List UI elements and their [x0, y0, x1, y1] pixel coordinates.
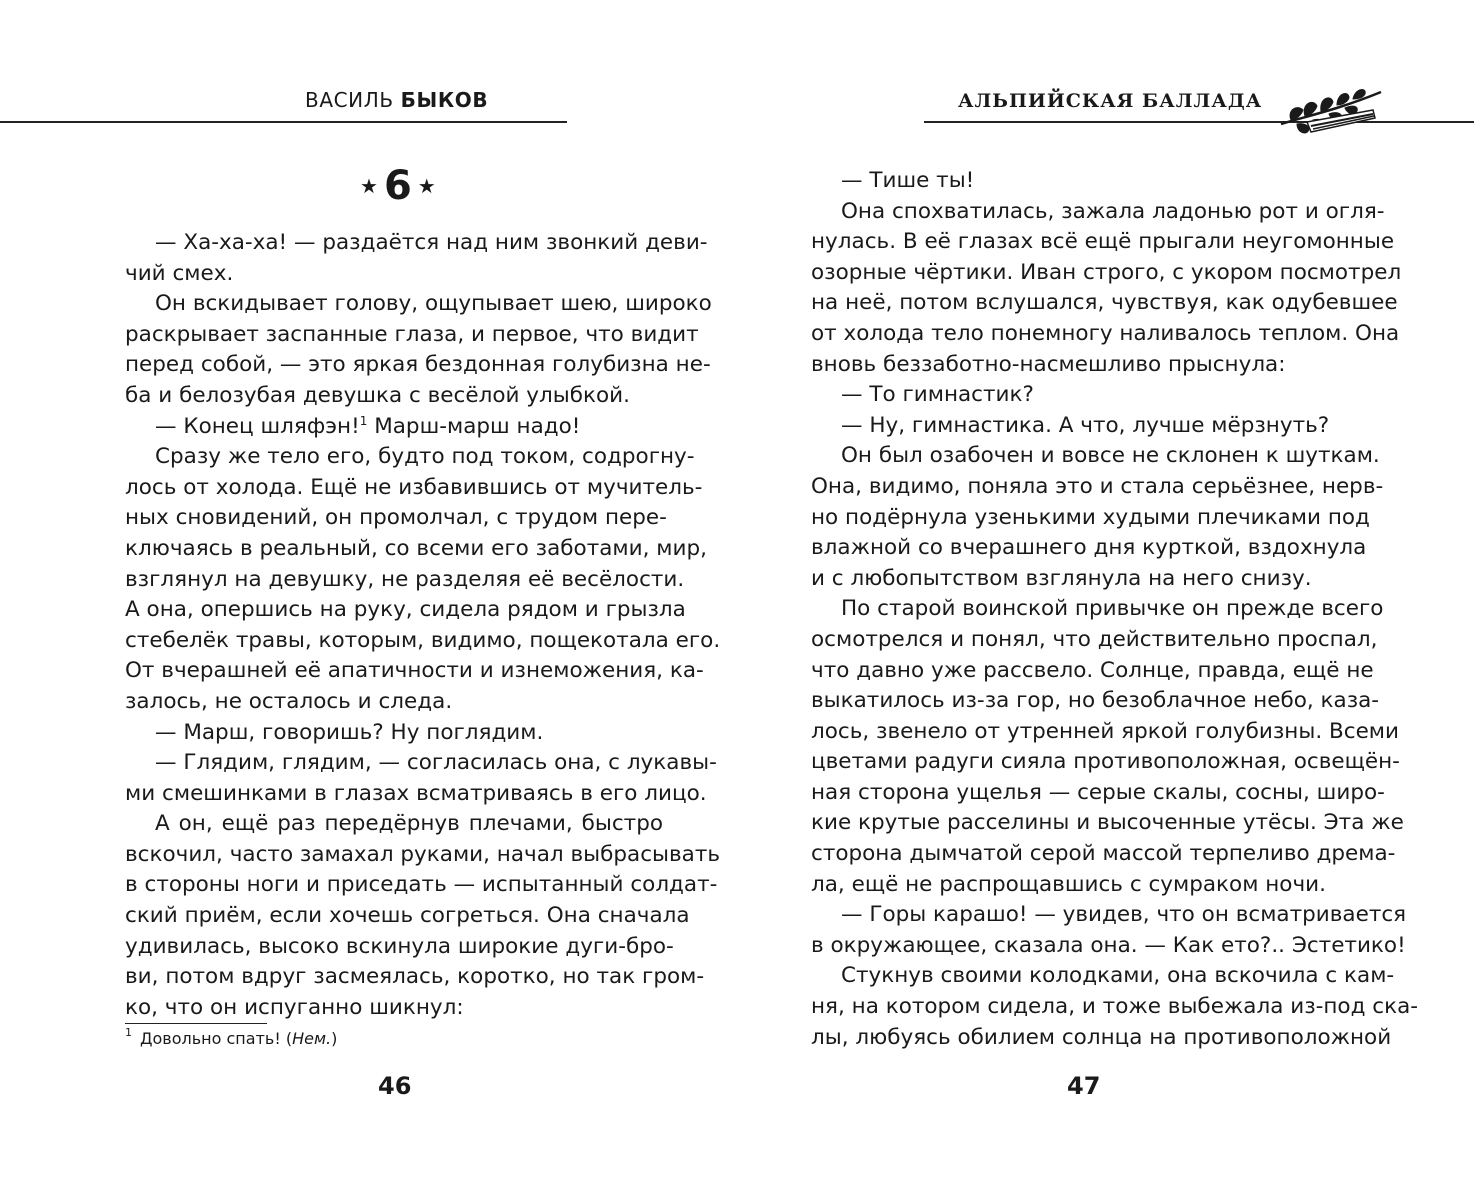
text-line: ла, ещё не распрощавшись с сумраком ночи.: [811, 871, 1326, 897]
text-line: — Ну, гимнастика. А что, лучше мёрзнуть?: [841, 412, 1330, 438]
text-line: вновь беззаботно-насмешливо прыснула:: [811, 351, 1286, 377]
page-number: 47: [1067, 1072, 1101, 1100]
text-line: чий смех.: [125, 260, 234, 286]
right-page: [737, 0, 1474, 1190]
text-line: перед собой, — это яркая бездонная голубизна не-: [125, 352, 711, 378]
header-rule: [0, 121, 567, 123]
text-line: Он был озабочен и вовсе не склонен к шуткам.: [841, 443, 1380, 469]
text-line: [125, 412, 663, 443]
text-line: на неё, потом вслушался, чувствуя, как одубевшее: [811, 290, 1398, 316]
text-line: раскрывает заспанные глаза, и первое, что видит: [125, 321, 699, 347]
text-line: и с любопытством взглянула на него снизу.: [811, 565, 1312, 591]
text-line: в стороны ноги и приседать — испытанный солдат-: [125, 872, 718, 898]
text-line: ми смешинками в глазах всматриваясь в его лицо.: [125, 780, 707, 806]
footnote-text: Довольно спать! (: [140, 1029, 293, 1048]
text-line: нулась. В её глазах всё ещё прыгали неугомонные: [811, 229, 1395, 255]
text-line: кие крутые расселины и высоченные утёсы. Эта же: [811, 810, 1404, 836]
text-line: удивилась, высоко вскинула широкие дуги-бро-: [125, 933, 674, 959]
text-line: цветами радуги сияла противоположная, освещён-: [811, 749, 1400, 775]
text-line: — Глядим, глядим, — согласилась она, с лукавы-: [155, 750, 717, 776]
text-line: озорные чёртики. Иван строго, с укором посмотрел: [811, 259, 1402, 285]
text-line: ви, потом вдруг засмеялась, коротко, но так гром-: [125, 964, 705, 990]
page-number: 46: [378, 1072, 412, 1100]
chapter-heading: [360, 163, 436, 209]
laurel-branch-ribbon-icon: [1277, 80, 1387, 142]
text-line: взглянул на девушку, не разделяя её весёлости.: [125, 566, 685, 592]
body-text: [811, 166, 1419, 1053]
footnote-close: ): [331, 1029, 338, 1048]
text-line: — Марш, говоришь? Ну поглядим.: [155, 719, 544, 745]
footnote: [125, 1026, 338, 1048]
running-head-author: [305, 88, 488, 112]
text-line-end: Марш-марш надо!: [367, 413, 581, 439]
text-line: лось, звенело от утренней яркой голубизны. Всеми: [811, 718, 1399, 744]
chapter-number: 6: [383, 163, 412, 209]
text-line: залось, не осталось и следа.: [125, 688, 453, 714]
text-line: осмотрелся и понял, что действительно проспал,: [811, 626, 1378, 652]
header-rule: [924, 121, 1474, 123]
text-line: ных сновидений, он промолчал, с трудом пере-: [125, 505, 667, 531]
text-line: ная сторона ущелья — серые скалы, сосны, широ-: [811, 779, 1385, 805]
text-line: Она спохватилась, зажала ладонью рот и огля-: [841, 198, 1385, 224]
text-line: — Ха-ха-ха! — раздаётся над ним звонкий деви-: [155, 230, 708, 255]
footnote-reference: 1: [359, 413, 368, 428]
footnote-language: Нем.: [292, 1029, 332, 1048]
text-line: А она, опершись на руку, сидела рядом и грызла: [125, 597, 686, 623]
text-line: Стукнув своими колодками, она вскочила с кам-: [841, 963, 1395, 989]
text-line: в окружающее, сказала она. — Как ето?.. Эстетико!: [811, 932, 1406, 958]
text-line: — Тише ты!: [841, 168, 975, 193]
author-surname: БЫКОВ: [400, 88, 489, 112]
text-line: влажной со вчерашнего дня курткой, вздохнула: [811, 535, 1367, 561]
text-line: Она, видимо, поняла это и стала серьёзнее, нерв-: [811, 473, 1384, 499]
text-line: По старой воинской привычке он прежде всего: [841, 596, 1384, 622]
text-line: сторона дымчатой серой массой терпеливо дрема-: [811, 841, 1396, 867]
author-first-name: ВАСИЛЬ: [305, 88, 394, 112]
text-line: что давно уже рассвело. Солнце, правда, ещё не: [811, 657, 1374, 683]
text-line: но подёрнула узенькими худыми плечиками под: [811, 504, 1370, 530]
text-line: стебелёк травы, которым, видимо, пощекотала его.: [125, 627, 721, 653]
body-text: [125, 228, 721, 1023]
text-line: Сразу же тело его, будто под током, содрогну-: [155, 444, 695, 470]
text-line: вскочил, часто замахал руками, начал выбрасывать: [125, 841, 721, 867]
text-line: От вчерашней её апатичности и изнеможения, ка-: [125, 658, 704, 684]
text-line-start: — Конец шляфэн!: [155, 413, 360, 439]
footnote-rule: [125, 1023, 267, 1024]
footnote-mark: 1: [125, 1026, 132, 1039]
text-line: Он вскидывает голову, ощупывает шею, широко: [155, 291, 712, 317]
text-line: А он, ещё раз передёрнув плечами, быстро: [155, 811, 663, 837]
text-line: ня, на котором сидела, и тоже выбежала из-под ска-: [811, 994, 1419, 1020]
text-line: от холода тело понемногу наливалось теплом. Она: [811, 320, 1400, 346]
text-line: лы, любуясь обилием солнца на противоположной: [811, 1024, 1392, 1050]
star-icon: ★: [360, 174, 378, 198]
text-line: ба и белозубая девушка с весёлой улыбкой.: [125, 382, 630, 408]
text-line: выкатилось из-за гор, но безоблачное небо, каза-: [811, 688, 1380, 714]
star-icon: ★: [417, 174, 436, 198]
running-head-title: АЛЬПИЙСКАЯ БАЛЛАДА: [958, 90, 1263, 112]
text-line: ко, что он испуганно шикнул:: [125, 994, 464, 1020]
text-line: — То гимнастик?: [841, 382, 1034, 408]
text-line: ключаясь в реальный, со всеми его заботами, мир,: [125, 535, 707, 561]
text-line: ский приём, если хочешь согреться. Она сначала: [125, 903, 690, 929]
text-line: — Горы карашо! — увидев, что он всматривается: [841, 902, 1407, 928]
text-line: лось от холода. Ещё не избавившись от мучитель-: [125, 474, 703, 500]
